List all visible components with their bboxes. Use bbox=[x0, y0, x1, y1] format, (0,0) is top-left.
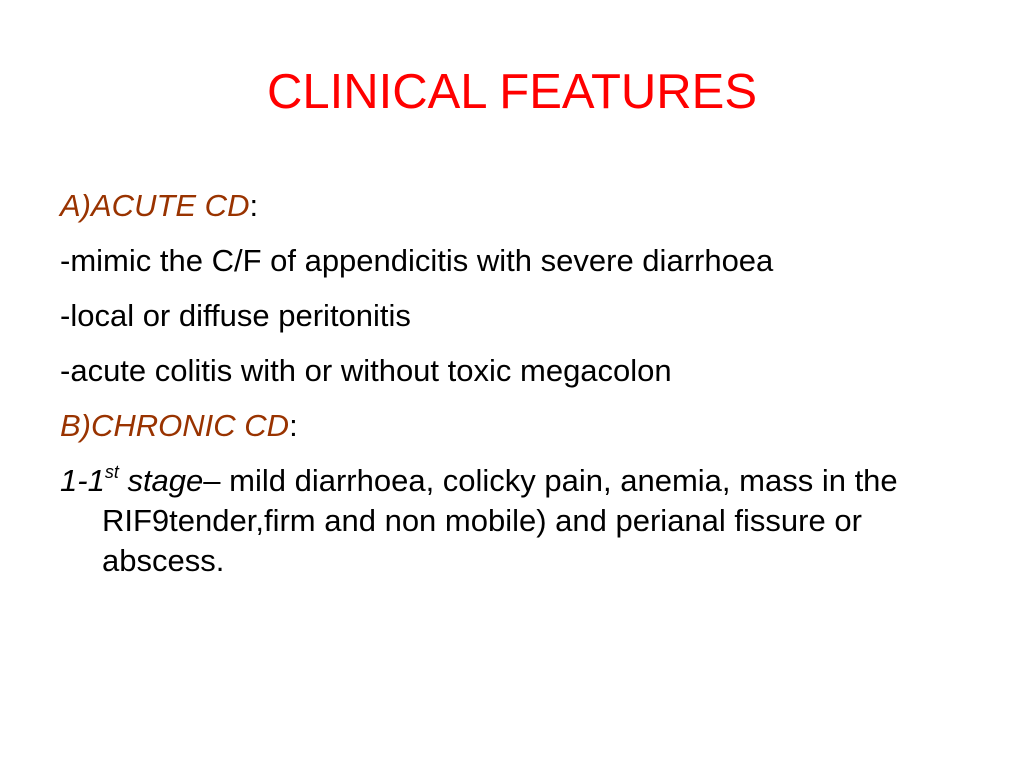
slide-body bbox=[60, 186, 960, 596]
stage-label bbox=[60, 463, 203, 498]
acute-item-2: -local or diffuse peritonitis bbox=[60, 298, 411, 333]
acute-item-3: -acute colitis with or without toxic megacolon bbox=[60, 353, 672, 388]
acute-item-1: -mimic the C/F of appendicitis with severe diarrhoea bbox=[60, 243, 774, 278]
stage-word: stage bbox=[118, 463, 204, 498]
stage-prefix: 1-1 bbox=[60, 463, 105, 498]
acute-heading-line bbox=[60, 186, 960, 226]
chronic-heading-colon: : bbox=[289, 408, 298, 443]
chronic-heading-line bbox=[60, 406, 960, 446]
chronic-stage-1 bbox=[60, 461, 960, 581]
stage-description: – mild diarrhoea, colicky pain, anemia, mass in the RIF9tender,firm and non mobile) and perianal fissure or abscess. bbox=[102, 463, 898, 578]
acute-heading-colon: : bbox=[249, 188, 259, 223]
chronic-heading: B)CHRONIC CD bbox=[60, 408, 290, 443]
slide-title: CLINICAL FEATURES bbox=[266, 65, 758, 119]
stage-superscript: st bbox=[104, 461, 119, 482]
acute-heading: A)ACUTE CD bbox=[60, 188, 250, 223]
